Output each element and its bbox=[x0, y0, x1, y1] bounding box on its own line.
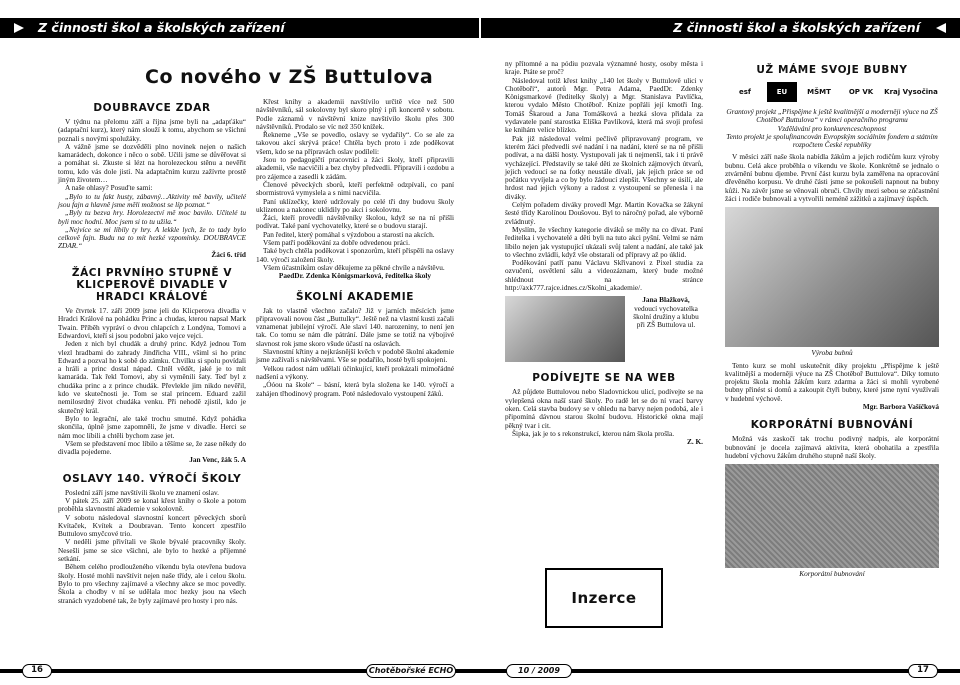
article6-p: Myslím, že všechny kategorie diváků se měly na co dívat. Paní ředitelka i vychovatelé a děti byli na tuto akci pyšní. Velmi se nám líbilo nejen jak vystupující ukázali svůj talent a nadání, ale také jak to všechno zvládli, když vše obstarali od přípravy až po úklid. bbox=[505, 224, 703, 259]
page-number-left: 16 bbox=[22, 664, 52, 678]
article9-p: Možná vás zaskočí tak trochu podivný nadpis, ale korporátní bubnování je docela zajímavá aktivita, která obohatila a zpestřila hudební výchovu žákům druhého stupně naší školy. bbox=[725, 434, 939, 460]
article4-p: Paní uklízečky, které udržovaly po celé tři dny budovu školy uklizenou a nakonec uklidily po akci i sokolovnu. bbox=[256, 196, 454, 214]
article5-heading: ŠKOLNÍ AKADEMIE bbox=[296, 290, 414, 303]
article6-p: Následoval totiž křest knihy „140 let školy v Buttulově ulici v Chotěboři“, autorů Mgr. Petra Adama, PaedDr. Zdenky Königsmarkové (ředitelky školy) a Mgr. Stanislava Pavlíčka, kterou vydalo Město Chotěboř. Knize popřáli její kmotři Ing. Tomáš Škaroud a Jana Tomášková a hezká slova přidala za vydavatele paní starostka Eliška Pavlíková, která má svoji profesi ke knihám velice blízko. bbox=[505, 75, 703, 135]
article2-signature: Jan Venc, žák 5. A bbox=[189, 455, 246, 465]
article3-p: V neděli jsme přivítali ve škole bývalé pracovníky školy. Nesešli jsme se sice všichni, ale bylo to hezké a příjemné setkání. bbox=[58, 537, 246, 564]
article8-intro: Grantový projekt „Přispějme k ještě kvalitnější a moderněji výuce na ZŠ Chotěboř Buttulova“ v rámci operačního programu bbox=[726, 107, 938, 125]
footer bbox=[0, 664, 960, 678]
section-header-left bbox=[0, 18, 479, 38]
article8-intro: Tento projekt je spolufinancován Evropským sociálním fondem a státním rozpočtem České republiky bbox=[726, 131, 938, 150]
article7-signature: Z. K. bbox=[686, 437, 703, 447]
article4-p: Žáci, kteří provedli návštěvníky školou, když se na ní přišli podívat. Také paní vychovatelky, které se o budovu starají. bbox=[256, 213, 454, 231]
arrow-left-icon bbox=[936, 23, 946, 33]
article2-p: Jeden z nich byl chudák a druhý princ. Když jednou Tom vlezl hradbami do zahrady Jindřicha VIII., všiml si ho princ Edward a pozval ho k sobě do zámku. Chvilku si spolu povídali a hráli a princ dostal nápad. Chtěl vědět, jaké je to mít kamaráda. Tak řekl Tomovi, aby si vyměnili šaty. Teď byl z chudáka princ a z prince chudák. Převlekle jim nikdo nevěřil, kdo ve skutečnosti je. Tom se stal princem. Eduard zažil nemilosrdný život chudáka venku. Při nehodě zjistil, kdo je skutečný král. bbox=[58, 339, 246, 415]
page-number-right: 17 bbox=[908, 664, 938, 678]
article5-p: Slavnostní křtiny a nejkrásnější kvěch v podobě školní akademie jsme zažívali s návštěvami. Vše se podařilo, hosté byli spokojeni. bbox=[256, 347, 454, 365]
article4-p: Křest knihy a akademii navštívilo určitě více než 500 návštěvníků, sál sokolovny byl skoro plný i při koncertě v sobotu. Podle záznamů v návštěvní knize navštívilo školu přes 300 návštěvníků. Prodalo se víc než 350 knížek. bbox=[256, 97, 454, 131]
photo-drum-making bbox=[725, 207, 939, 347]
article4-p: Také bych chtěla poděkovat i sponzorům, kteří přispěli na oslavy 140. výročí založení školy. bbox=[256, 246, 454, 264]
logo-strip bbox=[725, 80, 939, 104]
page-right bbox=[481, 40, 960, 650]
photo-corporate-drumming-caption: Korporátní bubnování bbox=[799, 569, 865, 579]
article6-signature-role: vedoucí vychovatelka školní družiny a klubu při ZŠ Buttulova ul. bbox=[633, 303, 699, 330]
advertisement-box bbox=[545, 568, 663, 628]
article1-p: A naše ohlasy? Posuďte sami: bbox=[65, 183, 153, 193]
esf-logo: esf bbox=[739, 87, 751, 96]
article8-signature: Mgr. Barbora Vašíčková bbox=[862, 402, 939, 412]
article2-p: Bylo to legrační, ale také trochu smutné. Když pohádka skončila, úplně jsme zapomněli, že jsme v divadle. Herci se nám moc líbili a chtěli bychom zase jet. bbox=[58, 413, 246, 440]
article4-p: Všem patří poděkování za dobře odvedenou práci. bbox=[263, 238, 410, 248]
article3-p: V pátek 25. září 2009 se konal křest knihy o škole a potom proběhla slavnostní akademie v sokolovně. bbox=[58, 495, 246, 514]
article2-p: Všem se představení moc líbilo a těšíme se, že zase někdy do divadla pojedeme. bbox=[58, 438, 246, 457]
column-3 bbox=[505, 60, 703, 446]
article4-p: Jsou to pedagogičtí pracovníci a žáci školy, kteří připravili akademii, vše nacvičili a bez chyby předvedli. Připravili i ozdobu a pro zájemce a zasedli k zádám. bbox=[256, 155, 454, 181]
article7-p: Šipka, jak je to s rekonstrukcí, kterou nám škola prošla. bbox=[512, 428, 675, 438]
article4-p: Všem účastníkům oslav děkujeme za pěkné chvíle a návštěvu. bbox=[263, 262, 445, 272]
article1-quote: „Bylo to tu fakt husty, zábavný…Aktivity mě bavily, učitelé jsou fajn a hlavně jsme měli možnost se líp poznat.“ bbox=[58, 191, 246, 209]
advertisement-label: Inzerce bbox=[571, 589, 637, 607]
article6-signature-block bbox=[505, 296, 703, 362]
article8-p: Tento kurz se mohl uskutečnit díky projektu „Přispějme k ještě kvalitnější a moderněji výuce na ZŠ Chotěboř Buttulova“. Díky tomuto projektu škola mohla žákům kurz zdarma a žáci si mohli vyrobené bubny přinést si domů a zakoupit čtyři bubny, které jsme nyní využívali v hudební výchově. bbox=[725, 360, 939, 403]
article1-heading: DOUBRAVCE ZDAR bbox=[93, 102, 211, 114]
photo-drum-making-caption: Výroba bubnů bbox=[811, 348, 853, 358]
section-header-right bbox=[481, 18, 960, 38]
article2-p: Ve čtvrtek 17. září 2009 jsme jeli do Klicperova divadla v Hradci Králové na pohádku Princ a chudas, kterou napsal Mark Twain. Příběh vypráví o dvou chlapcích z Londýna, Tomovi a Edwardovi, kteří si jsou podobní jako vejce vejci. bbox=[58, 306, 246, 340]
section-title-left: Z činnosti škol a školských zařízení bbox=[38, 20, 285, 35]
msmt-logo: MŠMT bbox=[807, 87, 831, 96]
article6-p: ny přítomné a na pódiu pozvala významné hosty, osoby města i kraje. Ptáte se proč? bbox=[505, 59, 703, 77]
section-title-right: Z činnosti škol a školských zařízení bbox=[673, 20, 920, 35]
article9-heading: KORPORÁTNÍ BUBNOVÁNÍ bbox=[750, 419, 914, 432]
article4-signature: PaedDr. Zdenka Königsmarková, ředitelka školy bbox=[278, 271, 432, 281]
article8-intro: Vzdělávání pro konkurenceschopnost bbox=[777, 123, 887, 133]
kraj-vysocina-logo: Kraj Vysočina bbox=[884, 87, 938, 96]
article4-p: Pan ředitel, který pomáhal s výzdobou a starostí na akcích. bbox=[263, 229, 435, 239]
column-1 bbox=[58, 98, 246, 605]
article1-p: A vážně jsme se dozvěděli plno novinek nejen o našich kamarádech, dokonce i něco o sobě. Učili jsme se důvěřovat si a pomáhat si. Zkuste si lézt na horolezeckou stěnu a nevěřit tomu, kdo vás dole jistí. Na adaptačním kurzu zažívrte prostě jiným životem… bbox=[58, 141, 246, 185]
article3-heading: OSLAVY 140. VÝROČÍ ŠKOLY bbox=[62, 472, 242, 485]
article5-p: Velkou radost nám udělali účinkující, kteří prokázali mimořádné nadšení a výkony. bbox=[256, 363, 454, 381]
column-2 bbox=[256, 98, 454, 398]
article7-p: Až půjdete Buttulovou nebo Sladovnickou ulicí, podívejte se na vylepšená okna naší staré školy. Po radě let se do ní vrací barvy oken. Celá stavba budovy se v ohledu na barvy nejen podobá, ale i připomíná dávnou starou školní budovu. Historické okna mají pěkný tvar i cit. bbox=[505, 387, 703, 430]
magazine-name: Chotěbořské ECHO bbox=[366, 664, 456, 678]
article8-p: V měsíci září naše škola nabídla žákům a jejich rodičům kurz výroby bubnu. Celá akce proběhla o víkendu ve škole. Konkrétně se jednalo o ztvárnění bubnu djembe. První část kurzu byla zaměřena na opracování dřevěného korpusu. Ve druhé části jsme se pokoušeli napnout na bubny kůži. Na závěr jsme se věnovali obruči. Chvíly mezi sebou se zúčastnění žáci i rodiče bubnovali a vytvořili neméně zážitků a zajímavý úspěch. bbox=[725, 152, 939, 203]
article6-p: Celým pořadem diváky provedl Mgr. Martin Kovačka se žákyní šesté třídy Karolínou Doušovou. Byl to náročný pořad, ale výborně zvládnutý. bbox=[505, 200, 703, 226]
op-logo: OP VK bbox=[848, 87, 874, 96]
arrow-right-icon bbox=[14, 23, 24, 33]
article5-p: „Óóou na škole“ – básní, která byla složena ke 140. výročí a zahájen třhodinový program. Poté následovalo vystoupení žáků. bbox=[256, 380, 454, 398]
article3-p: V sobotu následoval slavnostní koncert pěveckých sborů Kvítaček, Kvítek a Doubravan. Tento koncert zpestřilo Buttulovo smyčcové trio. bbox=[58, 512, 246, 539]
article2-heading: ŽÁCI PRVNÍHO STUPNĚ V KLICPEROVĚ DIVADLE V HRADCI KRÁLOVÉ bbox=[71, 267, 233, 304]
photo-students bbox=[505, 296, 625, 362]
article3-p: Během celého prodlouženého víkendu byla otevřena budova školy. Hosté mohli navštívit nejen naše třídy, ale i celou školu. Bylo to pro všechny zajímavé a všechny akce se moc povedly. Škola a chodby v ní se udělala moc hezky jsou na všech stranách vyzdobené tak, že byly zajímavé pro hosty i pro nás. bbox=[58, 562, 246, 605]
footer-bar bbox=[0, 669, 960, 673]
article1-quote: „Nejvíce se mi líbily ty hry. A lekkle lych, že to tady bylo celkově fajn. Budu na to mít hezké vzpomínky. DOUBRAVCE ZDAR.“ bbox=[58, 224, 246, 251]
article4-p: Členové pěveckých sborů, kteří perfektně odzpívali, co paní sbormistrová vymyslela a s nimi nacvičila. bbox=[256, 179, 454, 198]
article6-signature-name: Jana Blažková, bbox=[642, 295, 690, 305]
article1-p: V týdnu na přelomu září a října jsme byli na „adapťáku“ (adaptační kurz), který nám slouží k tomu, abychom se všichni poznali s novými spolužáky. bbox=[58, 117, 246, 143]
eu-flag-logo: EU bbox=[767, 82, 797, 102]
article8-heading: UŽ MÁME SVOJE BUBNY bbox=[756, 64, 908, 76]
article4-p: Řekneme „Vše se povedlo, oslavy se vydařily“. Co se ale za takovou akcí skrývá práce! Chtěla bych proto i zde poděkovat všem, kdo se na přípravách oslav podíleli: bbox=[256, 130, 454, 156]
article7-heading: PODÍVEJTE SE NA WEB bbox=[532, 372, 676, 385]
article6-p: Poděkování patří panu Václavu Skřivanovi z Pixel studia za ozvučení, osvětlení sálu a videozáznam, který bude možné shlédnout na stránce http://axk777.rajce.idnes.cz/Skolni_akademie/. bbox=[505, 258, 703, 293]
article1-quote: „Byly tu bezva hry. Horolezectví mě moc bavilo. Učitelé tu byli moc hodní. Moc jsem si to tu užila.“ bbox=[58, 208, 246, 226]
article1-signature: Žáci 6. tříd bbox=[211, 249, 246, 259]
page-left bbox=[0, 40, 479, 650]
article6-p: Pak již následoval velmi pečlivě připravovaný program, ve kterém žáci předvedli své nadání i na nadání, které se na ně přišli podívat, a na dálší hosty. Vystupovali jak ti nejmenší, tak i ti právě vycházející. Představily se také děti ze školních zájmových útvarů, jejich vedoucí se na fotky neustále dívali, jak jejich práce se od počátku vyvíjela a co by bylo žádoucí zlepšit. Všechny se úsilí, ale hrdost nad jejich výkony a radost z vystoupení se přenesla i na diváky. bbox=[505, 133, 703, 201]
article3-p: Poslední září jsme navštívili školu ve znamení oslav. bbox=[65, 487, 219, 497]
main-title: Co nového v ZŠ Buttulova bbox=[145, 66, 434, 88]
article5-p: Jak to vlastně všechno začalo? Již v jarních měsících jsme připravovali novou část „Buttulky“. Ještě než na vlastní kusti začali vznamenat jubilejní výročí. Ale slaví 140. narozeniny, to není jen tak. Co tomu se nám dle pátrání. Dále jsme se totiž na výbojivé slavnost rok jsme skoro všude účastí na oslavách. bbox=[256, 305, 454, 348]
column-4 bbox=[725, 60, 939, 579]
photo-corporate-drumming bbox=[725, 464, 939, 568]
issue-number: 10 / 2009 bbox=[506, 664, 572, 678]
